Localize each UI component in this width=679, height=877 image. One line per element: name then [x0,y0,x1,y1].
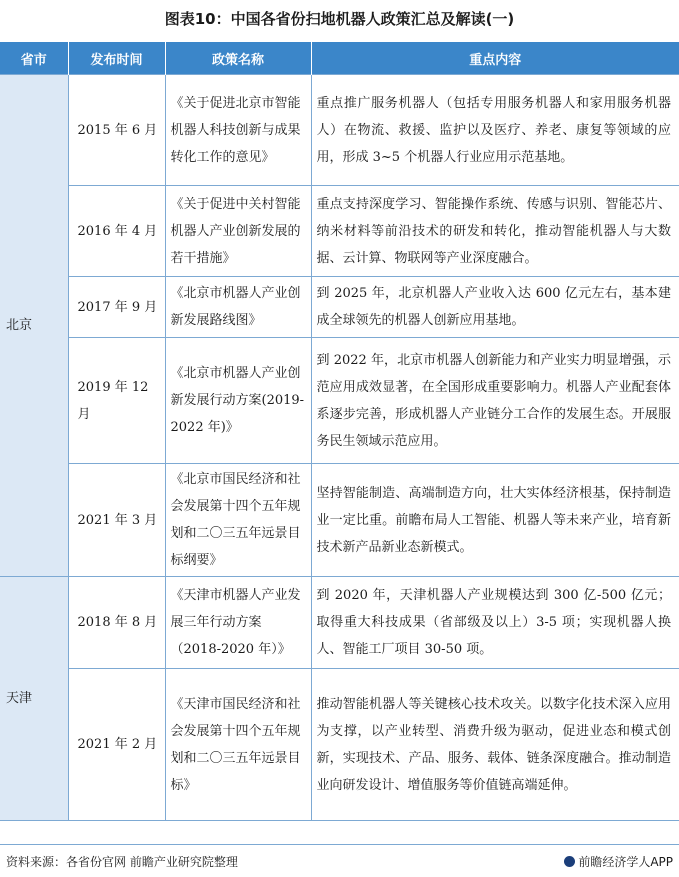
policy-name-cell: 《关于促进北京市智能机器人科技创新与成果转化工作的意见》 [165,75,311,186]
policy-name-cell: 《关于促进中关村智能机器人产业创新发展的若干措施》 [165,186,311,277]
chart-title: 图表10：中国各省份扫地机器人政策汇总及解读(一) [164,10,515,28]
table-row [0,277,679,338]
province-cell-tianjin: 天津 [0,577,68,821]
date-cell: 2019 年 12 月 [68,338,165,464]
policy-name-cell: 《北京市机器人产业创新发展路线图》 [165,277,311,338]
content-cell: 坚持智能制造、高端制造方向，壮大实体经济根基，保持制造业一定比重。前瞻布局人工智能、机器人等未来产业，培育新技术新产品新业态新模式。 [311,464,679,577]
header-province: 省市 [0,42,68,75]
policy-name-cell: 《北京市机器人产业创新发展行动方案(2019-2022 年)》 [165,338,311,464]
date-cell: 2016 年 4 月 [68,186,165,277]
header-key-content: 重点内容 [311,42,679,75]
table-row [0,186,679,277]
date-cell: 2018 年 8 月 [68,577,165,669]
table-header-row [0,42,679,75]
brand-attribution [564,853,673,870]
date-cell: 2017 年 9 月 [68,277,165,338]
policy-name-cell: 《北京市国民经济和社会发展第十四个五年规划和二〇三五年远景目标纲要》 [165,464,311,577]
source-note: 资料来源：各省份官网 前瞻产业研究院整理 [6,855,238,869]
footer [0,844,679,877]
date-cell: 2015 年 6 月 [68,75,165,186]
content-cell: 重点支持深度学习、智能操作系统、传感与识别、智能芯片、纳米材料等前沿技术的研发和转化，推动智能机器人与大数据、云计算、物联网等产业深度融合。 [311,186,679,277]
content-cell: 到 2020 年，天津机器人产业规模达到 300 亿-500 亿元；取得重大科技成果（省部级及以上）3-5 项；实现机器人换人、智能工厂项目 30-50 项。 [311,577,679,669]
date-cell: 2021 年 3 月 [68,464,165,577]
table-row [0,669,679,821]
province-cell-beijing: 北京 [0,75,68,577]
date-cell: 2021 年 2 月 [68,669,165,821]
content-cell: 到 2025 年，北京机器人产业收入达 600 亿元左右，基本建成全球领先的机器人创新应用基地。 [311,277,679,338]
qianzhan-logo-icon [564,856,575,867]
content-cell: 到 2022 年，北京市机器人创新能力和产业实力明显增强，示范应用成效显著，在全国形成重要影响力。机器人产业配套体系逐步完善，形成机器人产业链分工合作的发展生态。开展服务民生领域示范应用。 [311,338,679,464]
content-cell: 重点推广服务机器人（包括专用服务机器人和家用服务机器人）在物流、救援、监护以及医疗、养老、康复等领域的应用，形成 3~5 个机器人行业应用示范基地。 [311,75,679,186]
table-row [0,464,679,577]
brand-label: 前瞻经济学人APP [578,855,673,869]
policy-name-cell: 《天津市国民经济和社会发展第十四个五年规划和二〇三五年远景目标》 [165,669,311,821]
policy-table [0,42,679,821]
content-cell: 推动智能机器人等关键核心技术攻关。以数字化技术深入应用为支撑，以产业转型、消费升级为驱动，促进业态和模式创新，实现技术、产品、服务、载体、链条深度融合。推动制造业向研发设计、增值服务等价值链高端延伸。 [311,669,679,821]
header-policy-name: 政策名称 [165,42,311,75]
table-row [0,75,679,186]
table-row [0,577,679,669]
policy-name-cell: 《天津市机器人产业发展三年行动方案（2018-2020 年）》 [165,577,311,669]
header-date: 发布时间 [68,42,165,75]
table-row [0,338,679,464]
